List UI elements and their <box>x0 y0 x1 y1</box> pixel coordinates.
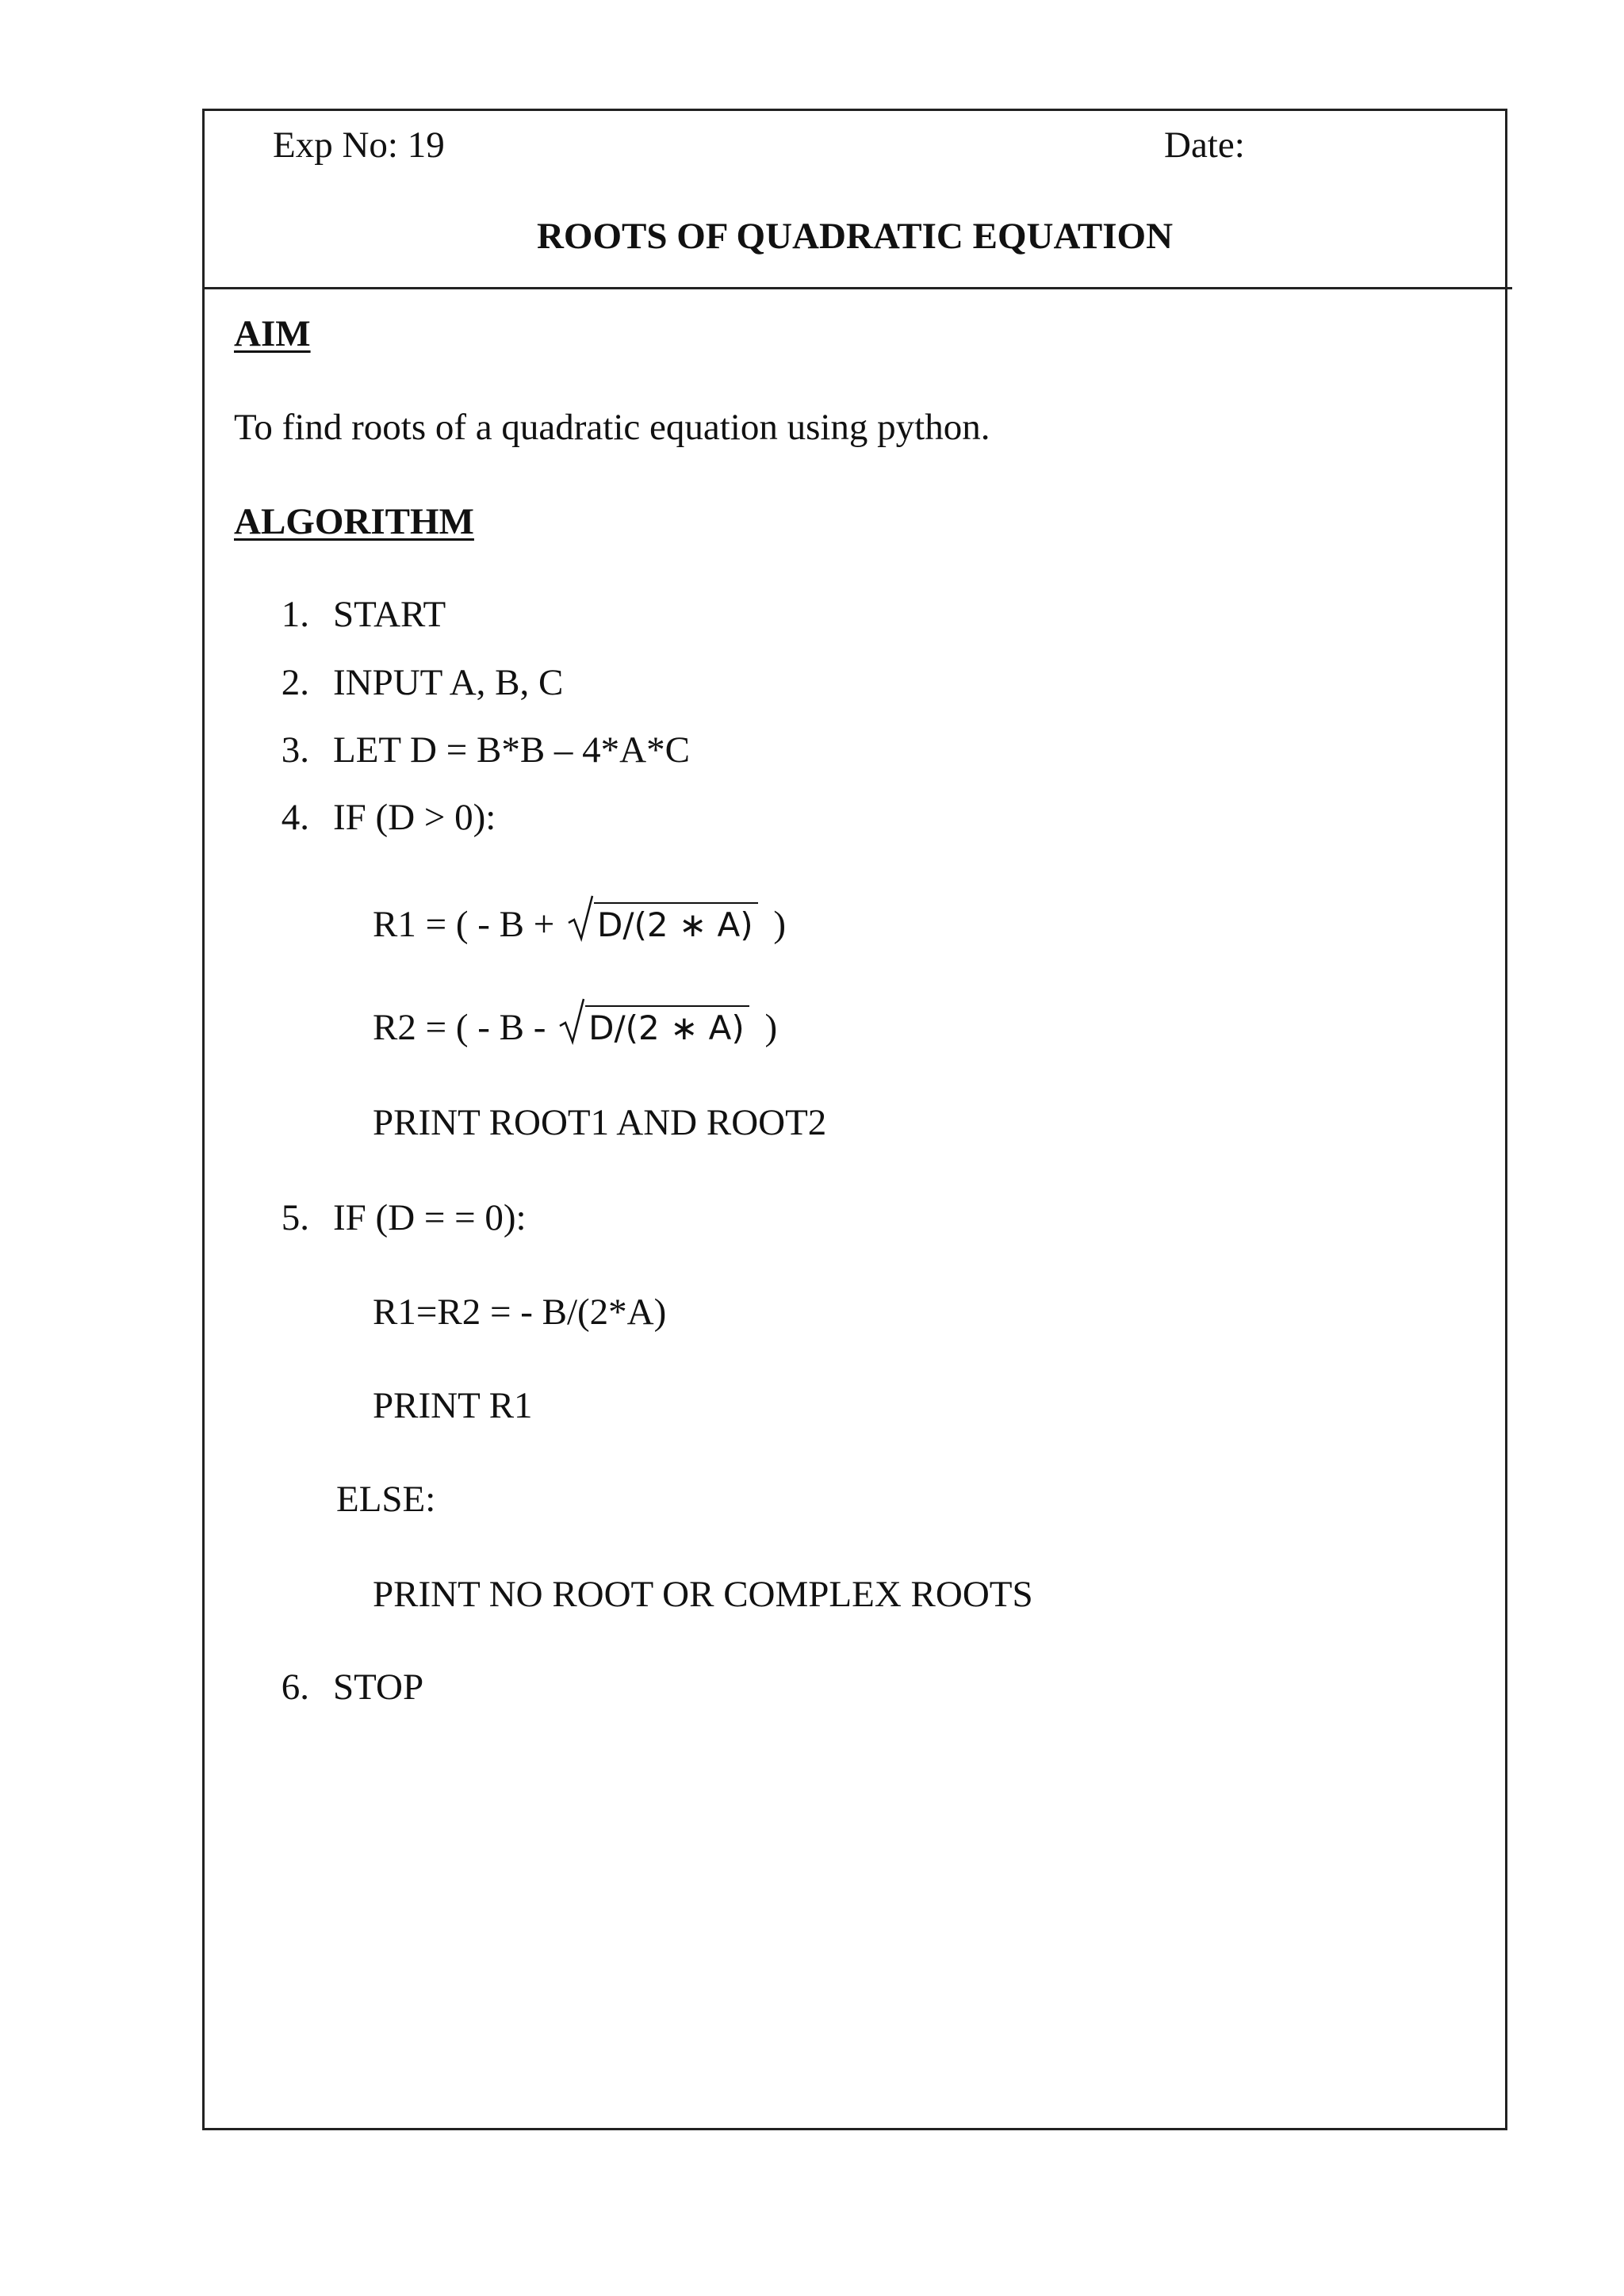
step-2-text: INPUT A, B, C <box>333 662 564 703</box>
r2-sqrt <box>558 1005 749 1047</box>
algorithm-heading: ALGORITHM <box>234 501 474 542</box>
step-4-number: 4. <box>281 797 309 838</box>
sqrt-icon <box>567 894 594 942</box>
page-title: ROOTS OF QUADRATIC EQUATION <box>536 216 1174 257</box>
header-divider <box>202 287 1512 289</box>
step-3-number: 3. <box>281 729 309 771</box>
aim-heading: AIM <box>234 313 311 354</box>
date-label: Date: <box>1164 124 1245 166</box>
r2-formula <box>373 1005 777 1047</box>
sqrt-icon <box>558 997 585 1045</box>
print-complex-line: PRINT NO ROOT OR COMPLEX ROOTS <box>373 1574 1033 1615</box>
step-5-text: IF (D = = 0): <box>333 1197 527 1238</box>
r1-radicand: D/(2 ∗ A) <box>594 902 758 942</box>
r1-suffix: ) <box>764 904 787 945</box>
aim-text: To find roots of a quadratic equation using python. <box>234 407 990 448</box>
print-roots-line: PRINT ROOT1 AND ROOT2 <box>373 1102 827 1143</box>
r1-sqrt <box>567 902 758 943</box>
print-r1-line: PRINT R1 <box>373 1385 533 1426</box>
step-2-number: 2. <box>281 662 309 703</box>
step-6-text: STOP <box>333 1667 424 1708</box>
step-4-text: IF (D > 0): <box>333 797 496 838</box>
r2-suffix: ) <box>755 1007 778 1048</box>
step-3-text: LET D = B*B – 4*A*C <box>333 729 690 771</box>
r1-formula <box>373 902 786 943</box>
else-label: ELSE: <box>336 1479 436 1520</box>
step-1-number: 1. <box>281 594 309 635</box>
step-1-text: START <box>333 594 446 635</box>
step-5-number: 5. <box>281 1197 309 1238</box>
equal-roots-line: R1=R2 = - B/(2*A) <box>373 1292 667 1333</box>
step-6-number: 6. <box>281 1667 309 1708</box>
exp-number: Exp No: 19 <box>273 124 445 166</box>
r1-prefix: R1 = ( - B + <box>373 904 565 945</box>
r2-prefix: R2 = ( - B - <box>373 1007 556 1048</box>
r2-radicand: D/(2 ∗ A) <box>585 1005 749 1045</box>
